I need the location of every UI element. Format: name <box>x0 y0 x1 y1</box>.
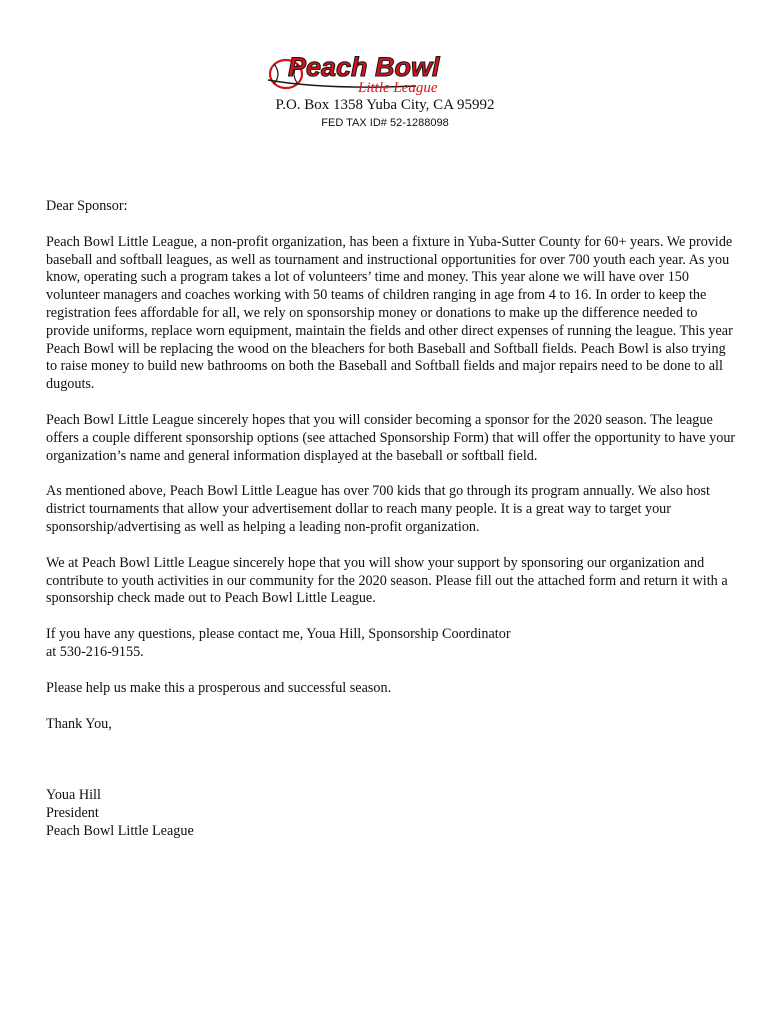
salutation: Dear Sponsor: <box>46 198 128 214</box>
paragraph-tournaments: As mentioned above, Peach Bowl Little League has over 700 kids that go through its program annually. We also host district tournaments that allow your advertisement dollar to reach many people. It is a great way to target your sponsorship/advertising as well as helping a leading non-profit organization. <box>46 483 710 535</box>
closing-line: Please help us make this a prosperous and successful season. <box>46 679 392 696</box>
letterhead-address: P.O. Box 1358 Yuba City, CA 95992 <box>275 97 495 113</box>
letter-body <box>46 198 736 841</box>
paragraph-sponsorship: Peach Bowl Little League sincerely hopes that you will consider becoming a sponsor for the 2020 season. The league offers a couple different sponsorship options (see attached Sponsorship Form) that will offer the opportunity to have your organization’s name and general information displayed at the baseball or softball field. <box>46 411 736 464</box>
contact-phone: at 530-216-9155. <box>46 643 144 660</box>
signature-block <box>46 787 736 840</box>
peach-bowl-logo <box>266 50 488 96</box>
letterhead-tax-id: FED TAX ID# 52-1288098 <box>321 117 449 129</box>
signature-organization: Peach Bowl Little League <box>46 822 194 839</box>
paragraph-contact <box>46 626 736 662</box>
signature-title: President <box>46 805 99 822</box>
logo-title: Peach Bowl <box>288 52 440 82</box>
logo-subtitle: Little League <box>358 80 438 96</box>
paragraph-intro: Peach Bowl Little League, a non-profit organization, has been a fixture in Yuba-Sutter County for 60+ years. We provide baseball and softball leagues, as well as tournament and instructional opportunities for over 700 youth each year. As you know, operating such a program takes a lot of volunteers’ time and money. This year alone we will have over 150 volunteer managers and coaches working with 50 teams of children ranging in age from 4 to 16. In order to keep the registration fees affordable for all, we rely on sponsorship money or donations to make up the difference needed to provide uniforms, replace worn equipment, maintain the fields and other direct expenses of running the league. This year Peach Bowl will be replacing the wood on the bleachers for both Baseball and Softball fields. Peach Bowl is also trying to raise money to build new bathrooms on both the Baseball and Softball fields and major repairs need to be done to all dugouts. <box>46 233 733 393</box>
thank-you: Thank You, <box>46 715 112 732</box>
contact-line: If you have any questions, please contact me, Youa Hill, Sponsorship Coordinator <box>46 626 511 643</box>
paragraph-support: We at Peach Bowl Little League sincerely hope that you will show your support by sponsoring our organization and contribute to youth activities in our community for the 2020 season. Please fill out the attached form and return it with a sponsorship check made out to Peach Bowl Little League. <box>46 554 728 607</box>
signature-name: Youa Hill <box>46 787 101 804</box>
